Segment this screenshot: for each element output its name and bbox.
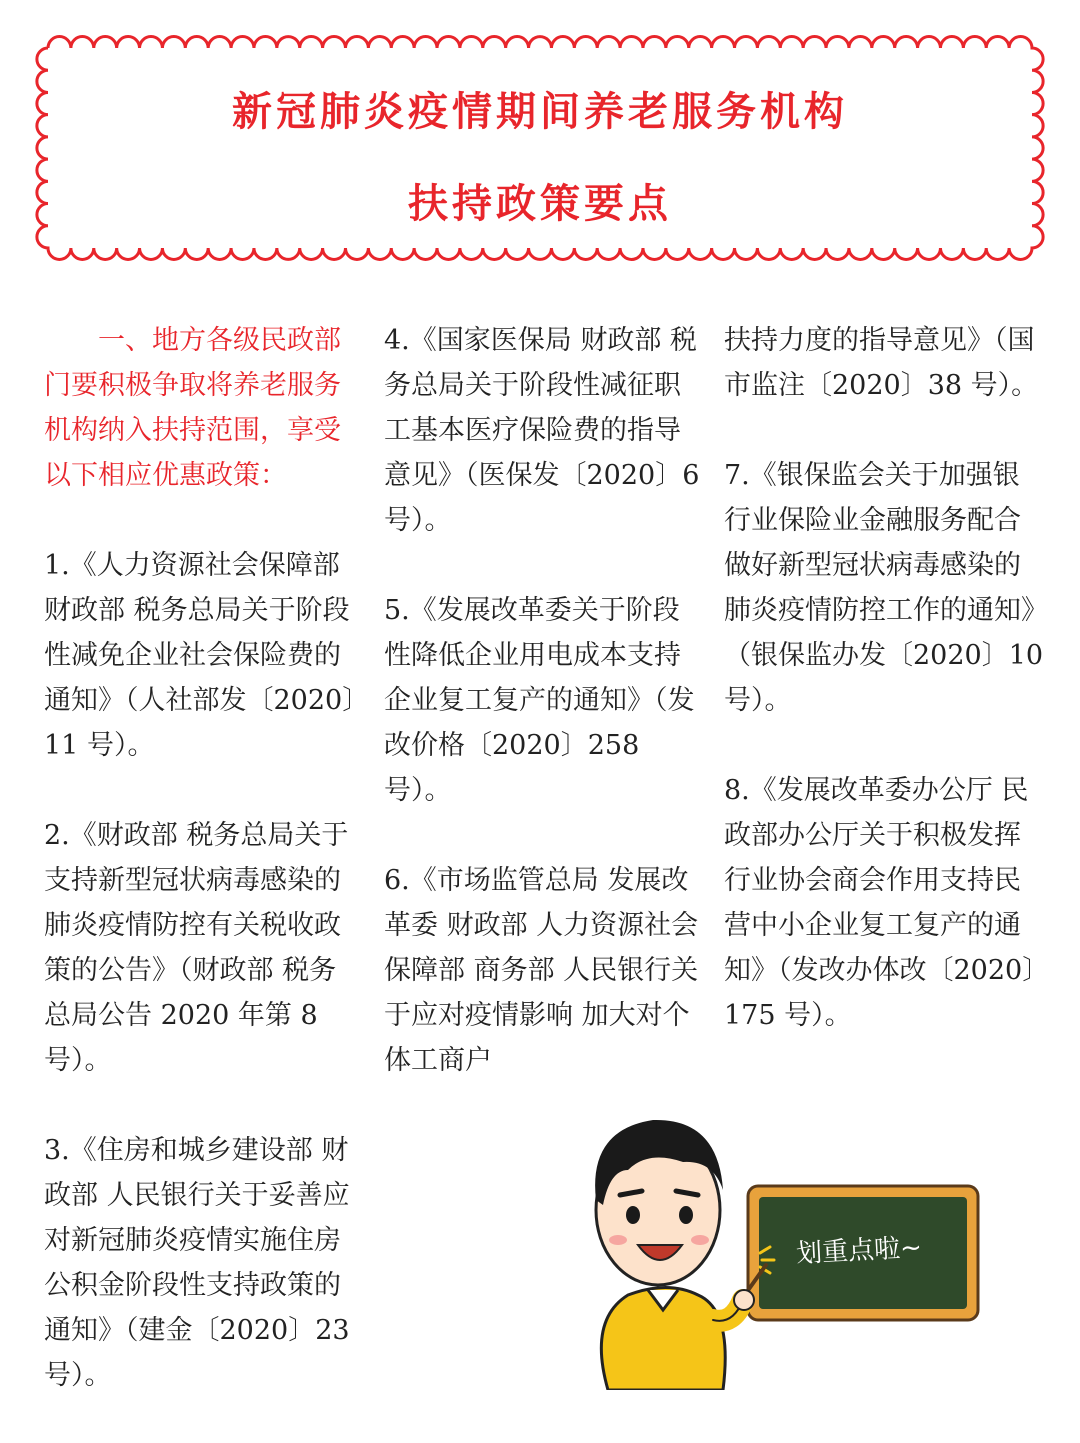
teacher-illustration [548, 1090, 998, 1390]
policy-item-6-continued: 扶持力度的指导意见》（国市监注〔2020〕38 号）。 [724, 325, 1039, 401]
column-1 [44, 318, 362, 1443]
chalkboard-text: 划重点啦~ [795, 1232, 923, 1270]
policy-item-3: 3.《住房和城乡建设部 财政部 人民银行关于妥善应对新冠肺炎疫情实施住房公积金阶段性支持政策的通知》（建金〔2020〕23 号）。 [44, 1135, 350, 1391]
hand [734, 1290, 754, 1310]
policy-item-5: 5.《发展改革委关于阶段性降低企业用电成本支持企业复工复产的通知》（发改价格〔2020〕258 号）。 [384, 595, 695, 806]
policy-item-8: 8.《发展改革委办公厅 民政部办公厅关于积极发挥行业协会商会作用支持民营中小企业复工复产的通知》（发改办体改〔2020〕175 号）。 [724, 775, 1036, 1031]
policy-item-2: 2.《财政部 税务总局关于支持新型冠状病毒感染的肺炎疫情防控有关税收政策的公告》（财政部 税务总局公告 2020 年第 8 号）。 [44, 820, 349, 1076]
left-eye [626, 1206, 640, 1224]
section-heading: 一、地方各级民政部门要积极争取将养老服务机构纳入扶持范围，享受以下相应优惠政策： [44, 325, 341, 491]
policy-item-7: 7.《银保监会关于加强银行业保险业金融服务配合做好新型冠状病毒感染的肺炎疫情防控工作的通知》（银保监办发〔2020〕10 号）。 [724, 460, 1044, 716]
right-eye [679, 1206, 693, 1224]
policy-item-6: 6.《市场监管总局 发展改革委 财政部 人力资源社会保障部 商务部 人民银行关于应对疫情影响 加大对个体工商户 [384, 865, 699, 1076]
column-2 [384, 318, 702, 1128]
policy-item-1: 1.《人力资源社会保障部 财政部 税务总局关于阶段性减免企业社会保险费的通知》（人社部发〔2020〕11 号）。 [44, 550, 356, 761]
page-title-line-1: 新冠肺炎疫情期间养老服务机构 [232, 89, 848, 135]
page-title-line-2: 扶持政策要点 [408, 181, 672, 227]
right-cheek [691, 1235, 709, 1245]
policy-item-4: 4.《国家医保局 财政部 税务总局关于阶段性减征职工基本医疗保险费的指导意见》（医保发〔2020〕6 号）。 [384, 325, 700, 536]
left-cheek [609, 1235, 627, 1245]
column-3 [724, 318, 1044, 1083]
